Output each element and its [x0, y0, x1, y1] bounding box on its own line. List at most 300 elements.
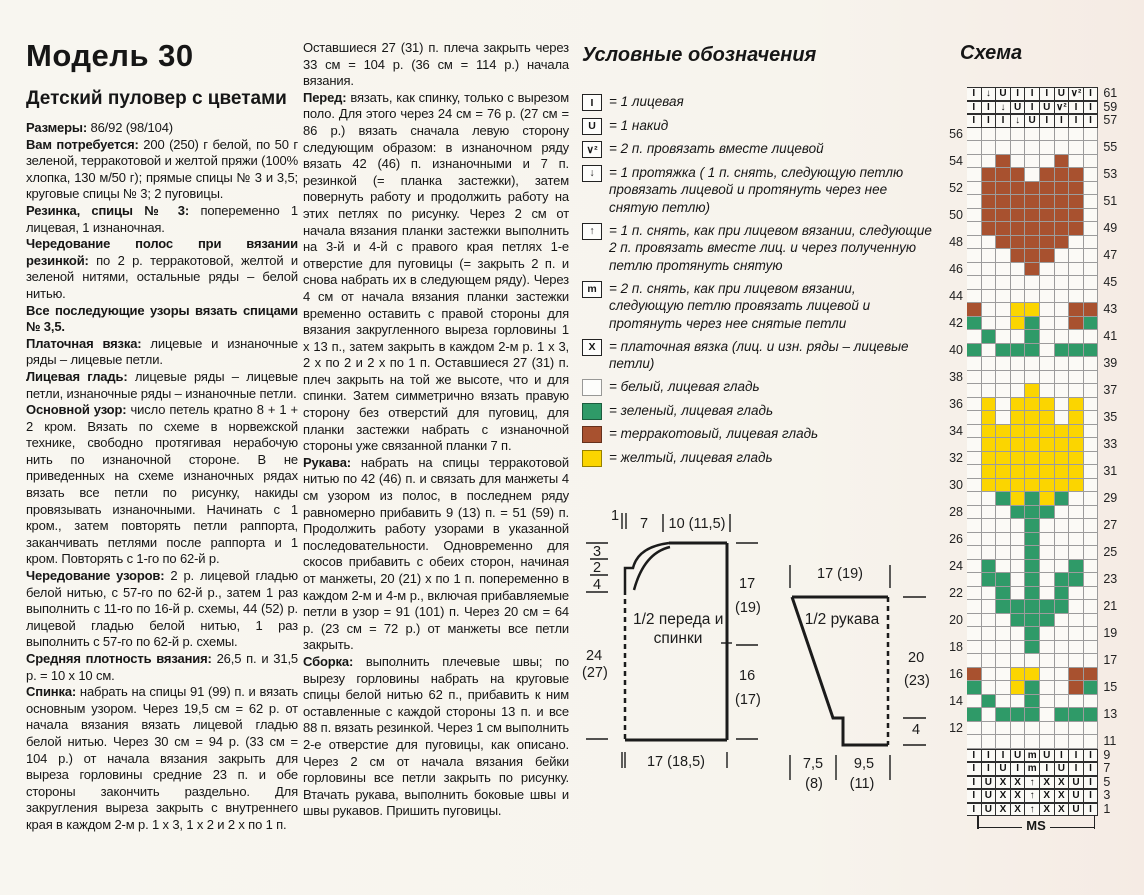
knitting-chart	[938, 42, 1144, 836]
chart-cell	[982, 600, 997, 614]
chart-cell	[982, 614, 997, 628]
chart-row	[938, 560, 1144, 574]
fb-dim-7: 7	[639, 516, 649, 532]
chart-cell	[1055, 317, 1070, 331]
chart-row	[938, 438, 1144, 452]
row-number-right: 37	[1103, 383, 1118, 397]
chart-cell	[1025, 290, 1040, 304]
chart-cell: I	[1069, 101, 1084, 115]
chart-cell	[967, 546, 982, 560]
chart-cell	[1084, 330, 1099, 344]
chart-cell	[1055, 641, 1070, 655]
chart-cell: I	[967, 789, 982, 803]
chart-cell	[1069, 600, 1084, 614]
left-column	[26, 38, 298, 834]
chart-cell	[996, 479, 1011, 493]
chart-cell	[1011, 735, 1026, 749]
row-number-left: 26	[949, 531, 963, 546]
chart-cell	[1011, 695, 1026, 709]
chart-cell: I	[1084, 776, 1099, 790]
chart-cell	[996, 222, 1011, 236]
chart-cell	[1040, 573, 1055, 587]
schematic-outlines	[578, 500, 938, 830]
chart-cell	[967, 398, 982, 412]
fb-dim-27: (27)	[582, 665, 608, 681]
chart-cell: U	[1055, 87, 1070, 101]
chart-cell: X	[1011, 776, 1026, 790]
chart-cell	[1011, 155, 1026, 169]
chart-cell	[1055, 330, 1070, 344]
chart-cell	[1040, 411, 1055, 425]
chart-cell	[1011, 249, 1026, 263]
chart-cell	[967, 357, 982, 371]
chart-cell: I	[982, 101, 997, 115]
chart-row	[938, 290, 1144, 304]
chart-cell	[1069, 303, 1084, 317]
chart-row	[938, 722, 1144, 736]
chart-row	[938, 600, 1144, 614]
chart-cell	[996, 425, 1011, 439]
chart-row	[938, 357, 1144, 371]
chart-row	[938, 276, 1144, 290]
row-number-right	[1098, 290, 1128, 304]
chart-cell	[1011, 641, 1026, 655]
chart-cell	[1055, 479, 1070, 493]
row-number-left	[938, 276, 967, 290]
chart-cell	[1040, 155, 1055, 169]
chart-cell	[1055, 654, 1070, 668]
chart-cell	[967, 506, 982, 520]
chart-cell	[982, 681, 997, 695]
chart-cell	[982, 168, 997, 182]
chart-cell	[982, 722, 997, 736]
chart-cell	[1055, 222, 1070, 236]
chart-cell	[1069, 587, 1084, 601]
chart-cell	[1040, 587, 1055, 601]
legend-item-text: = 2 п. провязать вместе лицевой	[609, 141, 824, 156]
page-subtitle: Детский пуловер с цветами	[26, 88, 287, 109]
chart-cell: X	[1040, 789, 1055, 803]
chart-cell	[1011, 492, 1026, 506]
bracket-tick-right	[1094, 816, 1096, 829]
chart-cell	[1084, 641, 1099, 655]
chart-cell: U	[982, 789, 997, 803]
chart-cell	[1025, 722, 1040, 736]
chart-cell	[982, 506, 997, 520]
chart-cell	[1055, 344, 1070, 358]
chart-cell	[1084, 411, 1099, 425]
chart-cell	[967, 195, 982, 209]
chart-cell	[982, 533, 997, 547]
chart-cell: I	[1025, 87, 1040, 101]
chart-cell	[1069, 290, 1084, 304]
chart-row	[938, 641, 1144, 655]
chart-cell	[1025, 519, 1040, 533]
chart-cell	[1055, 411, 1070, 425]
chart-cell	[1084, 128, 1099, 142]
chart-cell	[1040, 465, 1055, 479]
rapport-label: MS	[1026, 818, 1046, 833]
legend-item	[582, 93, 934, 111]
row-number-left	[938, 101, 967, 115]
chart-cell	[1055, 668, 1070, 682]
chart-cell	[1040, 452, 1055, 466]
row-number-right: 15	[1103, 680, 1118, 694]
chart-row	[938, 627, 1144, 641]
chart-cell	[1011, 560, 1026, 574]
legend-symbol-box: m	[582, 281, 602, 298]
chart-cell	[1069, 384, 1084, 398]
row-number-left	[938, 627, 967, 641]
chart-cell	[1011, 533, 1026, 547]
chart-cell	[1025, 681, 1040, 695]
chart-cell	[1025, 330, 1040, 344]
paragraph: Рукава: набрать на спицы терракотовой нитью по 42 (46) п. и связать для манжеты 4 см узором из полос, в последнем ряду равномерно прибавить 9 (13) п. = 51 (59) п. Продолжить работу узорами в указанной последовательности. Одновременно для скосов прибавить с обеих сторон, начиная от манжеты, 20 (21) x по 1 п. попеременно в каждом 2-м и 4-м р., включая прибавляемые петли в узор = 91 (101) п. Через 20 см = 64 р. (23 см = 72 р.) от манжеты все петли закрыть.	[303, 454, 569, 653]
chart-cell	[1011, 722, 1026, 736]
chart-cell	[1040, 209, 1055, 223]
chart-cell: U	[982, 803, 997, 817]
chart-cell	[1055, 627, 1070, 641]
chart-cell	[1040, 168, 1055, 182]
paragraph: Чередование узоров: 2 р. лицевой гладью белой нитью, с 57-го по 62-й р., затем 1 раз выполнить с 11-го по 16-й р. схемы, 44 (52) р. лицевой гладью белой нитью, 1 раз выполнить с 57-го по 62-й р. схемы.	[26, 568, 298, 650]
row-number-left	[938, 195, 967, 209]
chart-cell	[1040, 560, 1055, 574]
chart-cell	[996, 317, 1011, 331]
chart-cell	[1069, 573, 1084, 587]
chart-cell	[1025, 398, 1040, 412]
chart-cell	[982, 438, 997, 452]
chart-cell	[1055, 506, 1070, 520]
chart-cell	[1040, 492, 1055, 506]
chart-cell: I	[967, 101, 982, 115]
row-number-left: 38	[949, 369, 963, 384]
row-number-right	[1098, 398, 1128, 412]
chart-cell	[1040, 546, 1055, 560]
chart-cell	[1011, 236, 1026, 250]
chart-row	[938, 236, 1144, 250]
row-number-left: 40	[949, 342, 963, 357]
chart-cell	[982, 263, 997, 277]
row-number-left	[938, 168, 967, 182]
chart-cell	[982, 452, 997, 466]
chart-cell	[1084, 182, 1099, 196]
row-number-left: 24	[949, 558, 963, 573]
chart-cell	[1011, 195, 1026, 209]
chart-cell	[996, 600, 1011, 614]
chart-cell	[996, 533, 1011, 547]
row-number-right: 11	[1103, 734, 1117, 748]
chart-cell	[1055, 168, 1070, 182]
row-number-right	[1098, 506, 1128, 520]
chart-cell	[1011, 506, 1026, 520]
chart-cell	[982, 344, 997, 358]
chart-cell	[1011, 263, 1026, 277]
chart-cell	[1025, 195, 1040, 209]
chart-cell	[1084, 357, 1099, 371]
chart-cell	[982, 708, 997, 722]
chart-cell	[982, 303, 997, 317]
chart-cell	[982, 141, 997, 155]
row-number-left	[938, 303, 967, 317]
chart-cell	[1040, 290, 1055, 304]
chart-cell	[1055, 614, 1070, 628]
chart-cell	[1084, 344, 1099, 358]
chart-row	[938, 155, 1144, 169]
chart-cell	[1069, 344, 1084, 358]
chart-cell	[1084, 263, 1099, 277]
paragraph: Платочная вязка: лицевые и изнаночные ряды – лицевые петли.	[26, 335, 298, 368]
chart-cell: I	[1040, 762, 1055, 776]
chart-cell	[1040, 519, 1055, 533]
row-number-right	[1098, 236, 1128, 250]
chart-cell	[1011, 452, 1026, 466]
chart-cell	[1055, 452, 1070, 466]
chart-cell: X	[996, 776, 1011, 790]
sl-dim-75: 7,5	[802, 756, 824, 772]
chart-cell	[1055, 560, 1070, 574]
chart-cell: I	[1055, 749, 1070, 763]
chart-cell	[996, 492, 1011, 506]
chart-cell	[982, 249, 997, 263]
legend-item-text: = 2 п. снять, как при лицевом вязании, следующую петлю провязать лицевой и протянуть через нее снятые петли	[609, 280, 871, 331]
chart-cell	[967, 600, 982, 614]
chart-cell	[1025, 546, 1040, 560]
chart-cell	[982, 465, 997, 479]
row-number-right: 25	[1103, 545, 1118, 559]
chart-cell	[1040, 600, 1055, 614]
chart-cell	[1025, 695, 1040, 709]
chart-cell	[1040, 695, 1055, 709]
chart-cell	[1055, 722, 1070, 736]
chart-cell	[1040, 195, 1055, 209]
chart-cell	[1069, 452, 1084, 466]
chart-cell	[1011, 465, 1026, 479]
row-number-left	[938, 141, 967, 155]
chart-cell: U	[1011, 749, 1026, 763]
chart-cell	[1084, 654, 1099, 668]
chart-cell	[1025, 384, 1040, 398]
chart-cell	[1084, 276, 1099, 290]
chart-cell	[1055, 735, 1070, 749]
legend-item-text: = терракотовый, лицевая гладь	[609, 426, 819, 441]
chart-cell	[967, 668, 982, 682]
chart-cell	[1011, 168, 1026, 182]
chart-cell	[996, 384, 1011, 398]
chart-cell	[967, 384, 982, 398]
chart-cell	[982, 695, 997, 709]
legend-symbol-box: ∨²	[582, 141, 602, 158]
row-number-right: 51	[1103, 194, 1118, 208]
chart-cell: I	[1084, 101, 1099, 115]
chart-cell: ∨²	[1069, 87, 1084, 101]
row-number-left: 46	[949, 261, 963, 276]
sl-dim-20: 20	[908, 650, 925, 666]
chart-cell	[1040, 708, 1055, 722]
chart-cell	[1084, 681, 1099, 695]
legend-item	[582, 164, 934, 217]
chart-cell: I	[982, 749, 997, 763]
chart-cell: I	[1040, 87, 1055, 101]
fb-dim-bottom: 17 (18,5)	[646, 754, 706, 770]
chart-cell	[1025, 614, 1040, 628]
chart-cell	[967, 141, 982, 155]
chart-cell	[1069, 182, 1084, 196]
chart-cell	[967, 614, 982, 628]
row-number-left	[938, 330, 967, 344]
chart-cell	[982, 479, 997, 493]
row-number-left: 56	[949, 126, 963, 141]
schematics	[578, 500, 938, 830]
row-number-left: 20	[949, 612, 963, 627]
chart-cell: X	[1055, 803, 1070, 817]
chart-cell: I	[1084, 789, 1099, 803]
chart-cell	[1069, 722, 1084, 736]
chart-cell	[1040, 654, 1055, 668]
chart-cell	[967, 479, 982, 493]
legend-symbol-box: ↑	[582, 223, 602, 240]
chart-row	[938, 425, 1144, 439]
chart-cell	[1084, 506, 1099, 520]
chart-cell	[996, 195, 1011, 209]
chart-cell	[1069, 506, 1084, 520]
chart-row	[938, 614, 1144, 628]
chart-cell: U	[1055, 762, 1070, 776]
row-number-right	[1098, 641, 1128, 655]
row-number-right: 43	[1103, 302, 1118, 316]
sl-dim-top: 17 (19)	[817, 566, 863, 582]
chart-cell	[1040, 249, 1055, 263]
row-number-right: 61	[1103, 86, 1118, 100]
chart-cell	[1040, 141, 1055, 155]
chart-cell	[996, 371, 1011, 385]
row-number-left: 32	[949, 450, 963, 465]
chart-cell	[1069, 357, 1084, 371]
paragraph: Оставшиеся 27 (31) п. плеча закрыть через 33 см = 104 р. (36 см = 114 р.) начала вязания.	[303, 40, 569, 89]
chart-cell: U	[982, 776, 997, 790]
chart-cell	[1069, 398, 1084, 412]
chart-row	[938, 411, 1144, 425]
row-number-right	[1098, 668, 1128, 682]
row-number-left	[938, 708, 967, 722]
chart-cell	[1069, 492, 1084, 506]
chart-cell	[996, 573, 1011, 587]
chart-row	[938, 195, 1144, 209]
legend-item-text: = белый, лицевая гладь	[609, 379, 760, 394]
chart-cell	[996, 681, 1011, 695]
chart-cell	[1055, 681, 1070, 695]
chart-cell: I	[967, 762, 982, 776]
chart-cell	[1025, 627, 1040, 641]
chart-cell	[1055, 384, 1070, 398]
chart-cell	[1025, 222, 1040, 236]
chart-cell	[1040, 398, 1055, 412]
chart-row	[938, 776, 1144, 790]
chart-cell	[996, 303, 1011, 317]
chart-cell	[1084, 735, 1099, 749]
legend-item-text: = 1 накид	[609, 117, 669, 133]
chart-cell	[1055, 425, 1070, 439]
chart-cell	[1025, 708, 1040, 722]
chart-cell	[1011, 654, 1026, 668]
row-number-right	[1098, 128, 1128, 142]
legend-item	[582, 140, 934, 158]
chart-cell	[982, 371, 997, 385]
chart-cell	[1055, 398, 1070, 412]
row-number-left: 44	[949, 288, 963, 303]
chart-row	[938, 168, 1144, 182]
chart-cell	[996, 141, 1011, 155]
chart-cell	[996, 236, 1011, 250]
chart-cell	[1069, 614, 1084, 628]
legend-title: Условные обозначения	[582, 44, 817, 66]
chart-cell	[1040, 668, 1055, 682]
row-number-right	[1098, 533, 1128, 547]
row-number-left: 16	[949, 666, 963, 681]
chart-cell: U	[1025, 114, 1040, 128]
chart-cell	[1011, 411, 1026, 425]
row-number-left	[938, 438, 967, 452]
middle-column	[303, 40, 569, 820]
row-number-right	[1098, 695, 1128, 709]
paragraph: Спинка: набрать на спицы 91 (99) п. и вязать основным узором. Через 19,5 см = 62 р. от начала вязания вязать лицевой гладью белой нитью. Через 30 см = 94 р. (33 см = 104 р.) от начала вязания закрыть для выреза горловины средние 23 п. и обе стороны закончить раздельно. Для закругления выреза закрыть с внутреннего края в каждом 2-м р. 1 x 3, 1 x 2 и 2 x по 1 п.	[26, 684, 298, 832]
chart-cell	[967, 411, 982, 425]
chart-cell	[1011, 519, 1026, 533]
chart-cell: I	[1084, 87, 1099, 101]
chart-row	[938, 182, 1144, 196]
chart-cell	[1025, 182, 1040, 196]
row-number-right: 3	[1103, 788, 1111, 802]
chart-row	[938, 101, 1144, 115]
chart-cell	[1084, 533, 1099, 547]
chart-cell	[996, 587, 1011, 601]
chart-cell	[1011, 222, 1026, 236]
chart-row	[938, 533, 1144, 547]
chart-cell: X	[996, 803, 1011, 817]
sl-dim-95: 9,5	[853, 756, 875, 772]
chart-cell	[1084, 222, 1099, 236]
chart-cell	[967, 533, 982, 547]
chart-row	[938, 465, 1144, 479]
chart-cell	[1011, 681, 1026, 695]
chart-cell	[967, 573, 982, 587]
chart-cell: ↑	[1025, 776, 1040, 790]
chart-cell	[1025, 344, 1040, 358]
paragraph: Основной узор: число петель кратно 8 + 1 + 2 кром. Вязать по схеме в норвежской технике, свободно протягивая нерабочую нить по изнаночной стороне. В не приведенных на схеме изнаночных рядах вязать все петли по рисунку, накиды провязывать изнаночными. Начинать с 1 кром., затем повторять петли раппорта, заканчивать петлями после раппорта и 1 кром. Повторять с 1-го по 62-й р.	[26, 402, 298, 567]
chart-cell: X	[996, 789, 1011, 803]
chart-cell	[1011, 600, 1026, 614]
chart-row	[938, 128, 1144, 142]
chart-cell: m	[1025, 762, 1040, 776]
row-number-left	[938, 681, 967, 695]
chart-cell	[1069, 411, 1084, 425]
chart-cell: X	[1040, 803, 1055, 817]
chart-cell	[982, 155, 997, 169]
chart-cell	[1084, 249, 1099, 263]
chart-cell	[1011, 344, 1026, 358]
chart-cell	[1011, 546, 1026, 560]
row-number-left: 34	[949, 423, 963, 438]
chart-cell: X	[1040, 776, 1055, 790]
chart-cell	[1069, 546, 1084, 560]
chart-cell	[1055, 276, 1070, 290]
fb-dim-10: 10 (11,5)	[668, 516, 726, 532]
row-number-left: 30	[949, 477, 963, 492]
paragraph: Сборка: выполнить плечевые швы; по вырезу горловины набрать на круговые спицы белой нитью 62 п., прибавить к ним оставленные с каждой стороны 13 п. и все 88 п. вязать резинкой. Через 1 см выполнить 2-е отверстие для пуговицы, как описано. Через 2 см от начала вязания бейки горловины все петли закрыть по рисунку. Втачать рукава, выполнить боковые швы и швы рукавов. Пришить пуговицы.	[303, 653, 569, 819]
chart-cell	[1084, 398, 1099, 412]
row-number-right: 23	[1103, 572, 1118, 586]
chart-cell	[1069, 371, 1084, 385]
chart-cell	[982, 492, 997, 506]
